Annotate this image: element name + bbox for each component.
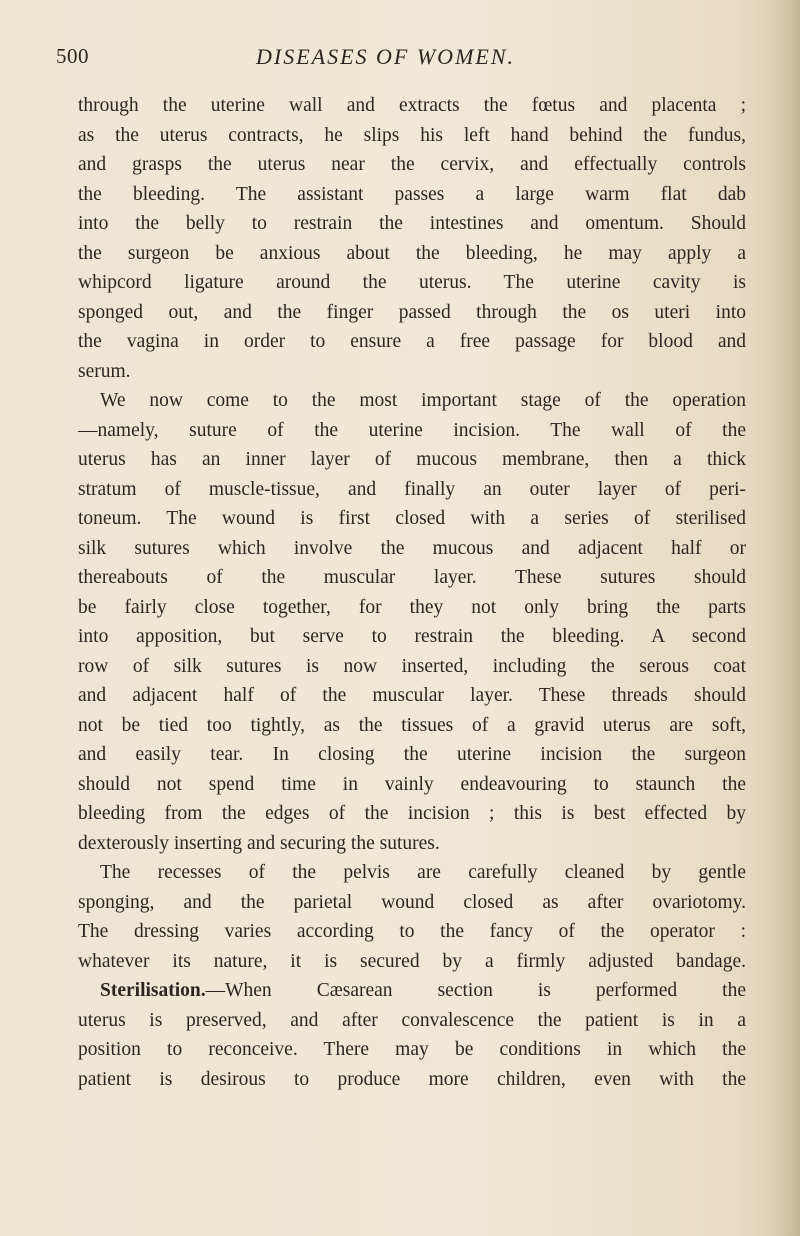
text-line [78,976,746,1006]
text-line: and grasps the uterus near the cervix, and effectually controls [78,154,746,175]
text-line: —namely, suture of the uterine incision. The wall of the [78,419,746,441]
text-line-rest: —When Cæsarean section is performed the [205,980,746,1001]
text-line: whipcord ligature around the uterus. The uterine cavity is [78,272,746,293]
text-line: We now come to the most important stage of the operation [100,390,746,411]
page-number: 500 [56,44,89,68]
text-line: sponged out, and the finger passed through the os uteri into [78,301,746,323]
text-line: uterus has an inner layer of mucous membrane, then a thick [78,449,746,470]
text-line: serum. [78,360,131,382]
text-line: the bleeding. The assistant passes a large warm flat dab [78,183,746,205]
text-line: the vagina in order to ensure a free passage for blood and [78,331,746,352]
text-line: through the uterine wall and extracts the fœtus and placenta ; [78,95,746,116]
text-line: as the uterus contracts, he slips his left hand behind the fundus, [78,124,746,146]
text-line: into apposition, but serve to restrain the bleeding. A second [78,626,746,647]
text-line: be fairly close together, for they not only bring the parts [78,596,746,618]
text-line: silk sutures which involve the mucous and adjacent half or [78,537,746,559]
section-heading: Sterilisation. [100,980,206,1001]
page-edge-shadow [766,0,800,1236]
text-line: bleeding from the edges of the incision ; this is best effected by [78,803,746,824]
text-line: uterus is preserved, and after convalescence the patient is in a [78,1009,746,1031]
text-line: toneum. The wound is first closed with a series of sterilised [78,508,746,529]
text-line: into the belly to restrain the intestines and omentum. Should [78,213,746,234]
running-head: DISEASES OF WOMEN. [256,44,516,69]
text-line: sponging, and the parietal wound closed as after ovariotomy. [78,891,746,913]
text-line: stratum of muscle-tissue, and finally an outer layer of peri- [78,478,746,500]
body-text [78,91,746,1094]
text-line: the surgeon be anxious about the bleeding, he may apply a [78,242,746,264]
text-line: and easily tear. In closing the uterine incision the surgeon [78,744,746,765]
text-line: The dressing varies according to the fancy of the operator : [78,921,746,942]
text-line: patient is desirous to produce more children, even with the [78,1068,746,1090]
text-line: row of silk sutures is now inserted, including the serous coat [78,655,746,677]
text-line: and adjacent half of the muscular layer. These threads should [78,685,746,706]
text-line: The recesses of the pelvis are carefully cleaned by gentle [100,862,746,883]
text-line: position to reconceive. There may be conditions in which the [78,1039,746,1060]
text-line: thereabouts of the muscular layer. These sutures should [78,567,746,588]
text-line: not be tied too tightly, as the tissues of a gravid uterus are soft, [78,714,746,736]
text-line: whatever its nature, it is secured by a firmly adjusted bandage. [78,950,746,972]
page-header [56,44,746,76]
text-line: should not spend time in vainly endeavouring to staunch the [78,773,746,795]
text-line: dexterously inserting and securing the sutures. [78,832,440,854]
